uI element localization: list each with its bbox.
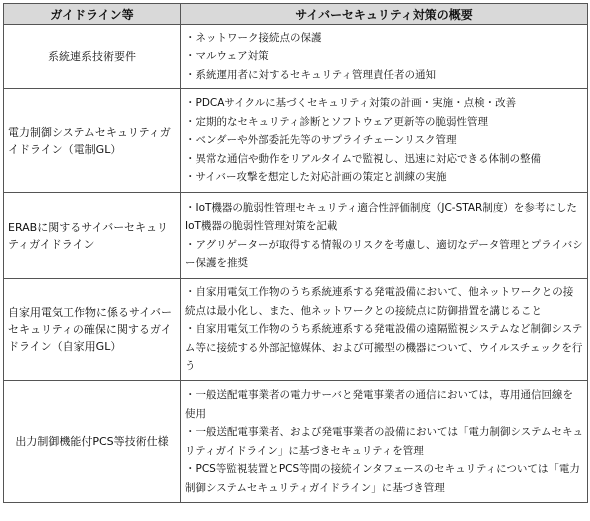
guideline-name: 系統連系技術要件 <box>4 25 181 89</box>
list-item: ・アグリゲーターが取得する情報のリスクを考慮し、適切なデータ管理とプライバシー保護を推奨 <box>185 238 583 269</box>
list-item: ・系統運用者に対するセキュリティ管理責任者の通知 <box>185 68 436 81</box>
overview-cell <box>181 89 588 193</box>
guideline-name: 出力制御機能付PCS等技術仕様 <box>4 381 181 503</box>
table-row <box>4 25 588 89</box>
list-item: ・PDCAサイクルに基づくセキュリティ対策の計画・実施・点検・改善 <box>185 97 517 110</box>
overview-cell <box>181 381 588 503</box>
header-guideline: ガイドライン等 <box>4 4 181 25</box>
list-item: ・自家用電気工作物のうち系統連系する発電設備の遠隔監視システムなど制御システム等に接続する外部記憶媒体、および可搬型の機器について、ウイルスチェックを行う <box>185 323 583 373</box>
overview-cell <box>181 279 588 381</box>
list-item: ・マルウェア対策 <box>185 50 269 63</box>
list-item: ・サイバー攻撃を想定した対応計画の策定と訓練の実施 <box>185 171 447 184</box>
list-item: ・一般送配電事業者の電力サーバと発電事業者の通信においては，専用通信回線を使用 <box>185 389 573 420</box>
header-overview: サイバーセキュリティ対策の概要 <box>181 4 588 25</box>
overview-cell <box>181 193 588 279</box>
list-item: ・一般送配電事業者、および発電事業者の設備においては「電力制御システムセキュリティガイドライン」に基づきセキュリティを管理 <box>185 426 583 457</box>
list-item: ・自家用電気工作物のうち系統連系する発電設備において、他ネットワークとの接続点は最小化し、また、他ネットワークとの接続点に防御措置を講じること <box>185 286 574 317</box>
list-item: ・ベンダーや外部委託先等のサプライチェーンリスク管理 <box>185 134 457 147</box>
table-row <box>4 279 588 381</box>
list-item: ・異常な通信や動作をリアルタイムで監視し、迅速に対応できる体制の整備 <box>185 152 541 165</box>
list-item: ・定期的なセキュリティ診断とソフトウェア更新等の脆弱性管理 <box>185 115 489 128</box>
table-row <box>4 381 588 503</box>
guideline-name: ERABに関するサイバーセキュリティガイドライン <box>4 193 181 279</box>
list-item: ・IoT機器の脆弱性管理セキュリティ適合性評価制度（JC-STAR制度）を参考にしたIoT機器の脆弱性管理対策を記載 <box>185 201 577 232</box>
overview-cell <box>181 25 588 89</box>
guideline-name: 自家用電気工作物に係るサイバーセキュリティの確保に関するガイドライン（自家用GL） <box>4 279 181 381</box>
guideline-table <box>3 3 588 503</box>
table-row <box>4 193 588 279</box>
header-row <box>4 4 588 25</box>
list-item: ・ネットワーク接続点の保護 <box>185 31 322 44</box>
table-row <box>4 89 588 193</box>
guideline-name: 電力制御システムセキュリティガイドライン（電制GL） <box>4 89 181 193</box>
list-item: ・PCS等監視装置とPCS等間の接続インタフェースのセキュリティについては「電力制御システムセキュリティガイドライン」に基づき管理 <box>185 463 580 494</box>
